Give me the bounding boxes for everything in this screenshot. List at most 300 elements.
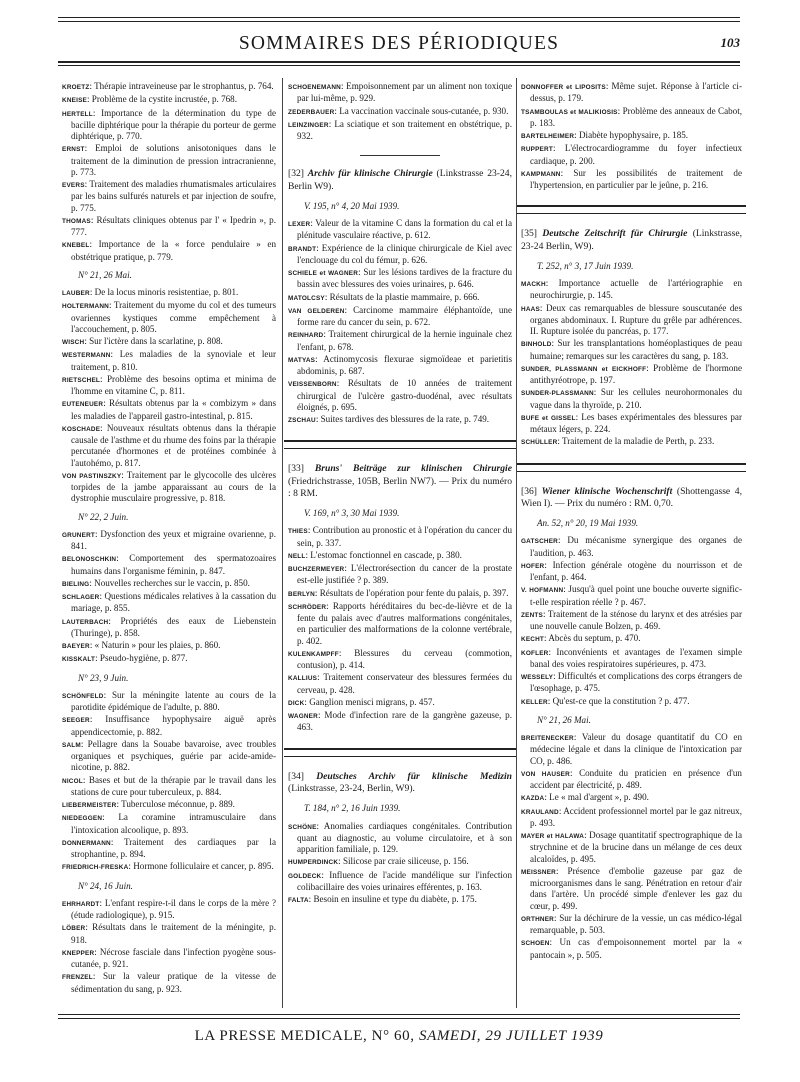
- abstract-entry: [288, 106, 512, 118]
- top-rule-inner: [58, 21, 740, 22]
- author-name: RUPPERT: [521, 146, 553, 154]
- abstract-entry: [521, 647, 742, 671]
- author-name: SCHÖNFELD: [62, 692, 104, 700]
- abstract-entry: [521, 278, 742, 302]
- entry-text: : Contribution au pronostic et à l'opération du cancer du sein, p. 337.: [297, 525, 512, 548]
- entry-text: : Besoin en insuline et type du diabète, p. 175.: [308, 894, 477, 905]
- entry-text: : Traitement des cardiaques par la strophantine, p. 894.: [71, 836, 276, 859]
- author-name: V. HOFMANN: [521, 587, 564, 595]
- abstract-entry: [62, 336, 276, 348]
- abstract-entry: [521, 387, 742, 411]
- abstract-entry: [521, 584, 742, 608]
- entry-text: : Blessures du cerveau (commotion, contusion), p. 414.: [297, 647, 512, 671]
- entry-text: : Présence d'embolie gazeuse par gaz de microorganismes dans le sang. Pénétration en retour d'air dans l'artère. Un procédé simple d'enlever les gaz du cœur, p. 499.: [530, 865, 742, 911]
- abstract-entry: [62, 423, 276, 469]
- entry-text: : Bases et but de la thérapie par le travail dans les stations de cure pour tuberculeux, p. 884.: [71, 774, 276, 797]
- entry-text: : Tuberculose méconnue, p. 889.: [116, 799, 235, 809]
- entry-text: : Importance de la « force pendulaire » en obstétrique pratique, p. 779.: [71, 239, 276, 262]
- entry-text: : Hormone folliculaire et cancer, p. 895.: [128, 861, 274, 872]
- abstract-entry: [62, 799, 276, 811]
- entry-text: : L'électrorésection du cancer de la prostate est-elle justifiée ? p. 389.: [297, 563, 512, 586]
- author-name: GOLDECK: [288, 872, 322, 880]
- entry-text: : Problème de la cystite incrustée, p. 768.: [87, 94, 238, 105]
- entry-text: : Nouveaux résultats obtenus dans la thérapie causale de l'asthme et du rhume des foins par la thérapie percutanée d'hormones et de protéines combinée à l'autohémo, p. 817.: [71, 422, 276, 468]
- journal-title: Archiv für klinische Chirurgie: [307, 168, 433, 180]
- abstract-entry: [288, 856, 512, 868]
- abstract-entry: [62, 616, 276, 640]
- abstract-entry: [288, 525, 512, 549]
- abstract-entry: [62, 529, 276, 553]
- abstract-entry: [521, 609, 742, 633]
- author-name: MAYER et HALAWA: [521, 833, 585, 841]
- abstract-entry: [62, 239, 276, 263]
- entry-text: : « Naturin » pour les plaies, p. 860.: [89, 640, 221, 650]
- entry-text: : L'électrocardiogramme du foyer infectieux cardiaque, p. 200.: [530, 143, 742, 166]
- entry-text: : Traitement chirurgical de la hernie inguinale chez l'enfant, p. 678.: [297, 329, 512, 352]
- entry-text: : Pseudo-hygiène, p. 877.: [95, 653, 188, 664]
- footer-rule-inner: [58, 1018, 740, 1019]
- entry-text: : Insuffisance hypophysaire aiguë après appendicectomie, p. 882.: [71, 714, 276, 737]
- author-name: SCHRÖDER: [288, 603, 327, 611]
- author-name: NELL: [288, 552, 306, 560]
- author-name: DONNERMANN: [62, 839, 111, 847]
- author-name: KROETZ: [62, 84, 90, 91]
- entry-text: : Silicose par craie siliceuse, p. 156.: [338, 856, 469, 867]
- top-rule: [58, 17, 740, 18]
- author-name: BINHOLD: [521, 341, 552, 349]
- page-number: 103: [720, 35, 740, 50]
- entry-text: : Sur les lésions tardives de la fracture du bassin avec blessures des voies urinaires, p. 646.: [297, 267, 512, 290]
- author-name: DONNOFFER et LIPOSITS: [521, 84, 606, 91]
- author-name: TSAMBOULAS et MALIKIOSIS: [521, 108, 618, 116]
- journal-heading-35: [521, 228, 742, 253]
- abstract-entry: [521, 937, 742, 961]
- abstract-entry: [521, 806, 742, 830]
- abstract-entry: [521, 696, 742, 708]
- section-divider: [517, 205, 746, 207]
- abstract-entry: [62, 215, 276, 239]
- entry-text: : Résultats obtenus par la « combizym » dans les maladies de l'appareil gastro-intestinal, p. 815.: [71, 398, 276, 421]
- journal-address: (Linkstrasse, 23-24, Berlin, W9).: [288, 783, 415, 795]
- entry-text: : Ganglion menisci migrans, p. 457.: [304, 696, 435, 707]
- abstract-entry: [288, 648, 512, 672]
- abstract-entry: [62, 640, 276, 652]
- author-name: WISCH: [62, 339, 85, 346]
- abstract-entry: [288, 588, 512, 600]
- author-name: KAMPMANN: [521, 170, 561, 178]
- author-name: ZEDERBAUER: [288, 108, 335, 116]
- author-name: RIETSCHEL: [62, 376, 101, 384]
- author-name: GRUNERT: [62, 531, 95, 539]
- author-name: BREITENECKER: [521, 735, 574, 743]
- entry-text: : Traitement de la maladie de Perth, p. 233.: [557, 436, 715, 447]
- entry-text: : Problème des anneaux de Cabot, p. 183.: [530, 105, 743, 128]
- abstract-entry: [521, 633, 742, 645]
- author-name: THIES: [288, 528, 308, 536]
- abstract-entry: [521, 130, 742, 142]
- abstract-entry: [288, 710, 512, 734]
- journal-number: [35]: [521, 228, 537, 240]
- author-name: SEEGER: [62, 717, 90, 725]
- author-name: SUNDER-PLASSMANN: [521, 390, 594, 398]
- page-title: SOMMAIRES DES PÉRIODIQUES: [238, 33, 560, 54]
- author-name: KNEISE: [62, 97, 87, 105]
- author-name: SALM: [62, 741, 81, 749]
- abstract-list: [288, 508, 512, 734]
- entry-text: : Infection générale otogène du nourrisson et de l'enfant, p. 464.: [530, 559, 742, 583]
- entry-text: : Anomalies cardiaques congénitales. Contribution quant au diagnostic, au volume circulatoire, et à son apparition familiale, p. 129.: [297, 820, 512, 855]
- abstract-entry: [62, 398, 276, 422]
- entry-text: : Questions médicales relatives à la cassation du mariage, p. 855.: [71, 591, 276, 614]
- author-name: VON HAUSER: [521, 770, 570, 778]
- journal-title: Deutsches Archiv für klinische Medizin: [316, 770, 512, 782]
- abstract-entry: [62, 971, 276, 995]
- header-rule-inner: [58, 65, 740, 66]
- author-name: SCHLAGER: [62, 594, 100, 601]
- author-name: REINHARD: [288, 332, 324, 340]
- abstract-entry: [288, 305, 512, 329]
- abstract-entry: [288, 563, 512, 587]
- abstract-list: [521, 81, 742, 191]
- author-name: DICK: [288, 699, 305, 707]
- entry-text: : Traitement du myome du col et des tumeurs ovariennes kystiques comme empêchement à l'accouchement, p. 805.: [71, 300, 276, 334]
- column-divider-right: [516, 78, 517, 1008]
- entry-text: : Résultats de 10 années de traitement chirurgical de l'ulcère gastro-duodénal, avec résultats éloignés, p. 695.: [297, 378, 512, 412]
- journal-number: [33]: [288, 463, 304, 475]
- author-name: SCHOEN: [521, 940, 550, 948]
- abstract-entry: [62, 553, 276, 577]
- entry-text: : Qu'est-ce que la constitution ? p. 477.: [547, 695, 690, 706]
- abstract-entry: [62, 287, 276, 299]
- entry-text: : Du mécanisme synergique des organes de l'audition, p. 463.: [530, 535, 742, 558]
- abstract-entry: [521, 436, 742, 448]
- abstract-entry: [288, 119, 512, 143]
- entry-text: : La sciatique et son traitement en obstétrique, p. 932.: [297, 118, 512, 141]
- author-name: LAUTERBACH: [62, 618, 109, 626]
- entry-text: : Sur les transplantations homéoplastiques de peau humaine; remarques sur les caractères du sang, p. 183.: [530, 338, 742, 361]
- abstract-entry: [62, 739, 276, 774]
- section-divider: [284, 440, 516, 442]
- author-name: SCHOENEMANN: [288, 84, 341, 91]
- author-name: ERNST: [62, 146, 85, 154]
- author-name: ORTHNER: [521, 915, 554, 923]
- journal-number: [34]: [288, 770, 304, 782]
- author-name: KRAULAND: [521, 808, 559, 816]
- author-name: WESSELY: [521, 674, 554, 682]
- entry-text: : De la locus minoris resistentiae, p. 801.: [89, 287, 239, 297]
- journal-title: Wiener klinische Wochenschrift: [541, 485, 673, 497]
- author-name: SUNDER, PLASSMANN et EICKHOFF: [521, 365, 647, 373]
- entry-text: : Traitement de la sténose du larynx et des atrésies par une nouvelle canule Bolzen, p. 469.: [530, 608, 742, 632]
- journal-heading-32: [288, 168, 512, 193]
- entry-text: : Inconvénients et avantages de l'examen simple banal des voies respiratoires supérieures, p. 473.: [530, 646, 742, 669]
- entry-text: : Même sujet. Réponse à l'article ci-dessus, p. 179.: [530, 81, 742, 104]
- entry-text: : Jusqu'à quel point une bouche ouverte signific-t-elle respiration réelle ? p. 467.: [530, 584, 742, 607]
- column-middle: [288, 81, 512, 907]
- entry-text: : Résultats de la plastie mammaire, p. 666.: [324, 291, 480, 302]
- column-right: [521, 81, 742, 962]
- abstract-entry: [288, 601, 512, 647]
- author-name: SCHÖNE: [288, 823, 317, 831]
- abstract-entry: [521, 303, 742, 338]
- abstract-entry: [521, 363, 742, 387]
- abstract-entry: [521, 913, 742, 937]
- author-name: HUMPERDINCK: [288, 859, 339, 867]
- journal-number: [36]: [521, 485, 537, 497]
- author-name: FALTA: [288, 897, 309, 905]
- abstract-entry: [62, 947, 276, 971]
- author-name: NICOL: [62, 777, 83, 785]
- author-name: LEXER: [288, 221, 311, 229]
- abstract-entry: [62, 837, 276, 861]
- entry-text: : Un cas d'empoisonnement mortel par la « pantocain », p. 505.: [530, 937, 742, 960]
- author-name: MACKH: [521, 281, 546, 289]
- entry-text: : Dysfonction des yeux et migraine ovarienne, p. 841.: [71, 528, 276, 551]
- author-name: MEISSNER: [521, 868, 556, 876]
- issue-heading: N° 21, 26 Mai.: [78, 269, 132, 280]
- abstract-entry: [62, 898, 276, 922]
- abstract-entry: [62, 861, 276, 873]
- author-name: SCHÜLLER: [521, 439, 558, 447]
- entry-text: : Deux cas remarquables de blessure souscutanée des organes abdominaux. I. Rupture du grêle par adhérences. II. Rupture isolée du pancréas, p. 177.: [530, 302, 742, 337]
- footer: [58, 1028, 740, 1045]
- entry-text: : Nouvelles recherches sur le vaccin, p. 850.: [89, 577, 250, 588]
- entry-text: : Sur la méningite latente au cours de la parotidite épidémique de l'adulte, p. 880.: [71, 689, 276, 712]
- entry-text: : Les bases expérimentales des blessures par métaux légers, p. 224.: [530, 411, 742, 435]
- entry-text: : Résultats de l'opération pour fente du palais, p. 397.: [314, 587, 509, 598]
- abstract-entry: [521, 560, 742, 584]
- section-divider: [517, 463, 746, 465]
- entry-text: : Carcinome mammaire éléphantoïde, une forme rare du cancer du sein, p. 672.: [297, 304, 513, 328]
- author-name: KECHT: [521, 636, 545, 644]
- author-name: LEINZINGER: [288, 121, 329, 129]
- abstract-entry: [62, 143, 276, 178]
- abstract-entry: [62, 775, 276, 799]
- entry-text: : Influence de l'acide mandélique sur l'infection colibacillaire des voies urinaires efférentes, p. 163.: [297, 869, 512, 892]
- abstract-entry: [288, 697, 512, 709]
- issue-heading: T. 252, n° 3, 17 Juin 1939.: [537, 260, 634, 271]
- entry-text: : Thérapie intraveineuse par le strophantus, p. 764.: [89, 81, 274, 91]
- abstract-entry: [62, 374, 276, 398]
- entry-text: : Pellagre dans la Souabe bavaroise, avec troubles organiques et psychiques, guérie par acide-amide-nicotine, p. 882.: [71, 738, 276, 773]
- entry-text: : Sur l'ictère dans la scarlatine, p. 808.: [84, 336, 223, 346]
- entry-text: : Propriétés des eaux de Liebenstein (Thuringe), p. 858.: [71, 615, 276, 638]
- entry-text: : Dosage quantitatif spectrographique de la strychnine et de la brucine dans un mélange de ces deux alcaloïdes, p. 495.: [530, 830, 742, 864]
- entry-text: : Actinomycosis flexurae sigmoïdeae et parietitis abdominis, p. 687.: [297, 353, 512, 377]
- separator: [360, 155, 440, 156]
- author-name: BARTELHEIMER: [521, 133, 575, 140]
- author-name: KELLER: [521, 698, 548, 706]
- entry-text: : Difficultés et complications des corps étrangers de l'œsophage, p. 475.: [530, 671, 742, 694]
- abstract-entry: [521, 768, 742, 792]
- abstract-list: [521, 261, 742, 449]
- journal-heading-36: [521, 486, 742, 511]
- author-name: BAEYER: [62, 643, 90, 650]
- entry-text: : Les maladies de la synoviale et leur traitement, p. 810.: [71, 349, 276, 372]
- footer-journal: LA PRESSE MEDICALE, N° 60,: [194, 1028, 415, 1044]
- author-name: ZSCHAU: [288, 417, 316, 425]
- column-divider-left: [282, 78, 283, 1008]
- entry-text: : Problème de l'hormone antithyréotrope, p. 197.: [530, 362, 742, 386]
- abstract-entry: [521, 338, 742, 362]
- journal-address: (Linkstrasse 23-24, Berlin W9).: [288, 168, 512, 192]
- entry-text: : Diabète hypophysaire, p. 185.: [574, 130, 689, 140]
- abstract-entry: [62, 653, 276, 665]
- abstract-entry: [288, 329, 512, 353]
- entry-text: : Emploi de solutions anisotoniques dans le traitement de la diminution de pression intracranienne, p. 773.: [71, 143, 276, 177]
- author-name: KOSCHADE: [62, 425, 101, 433]
- abstract-entry: [521, 81, 742, 105]
- abstract-entry: [288, 292, 512, 304]
- abstract-entry: [62, 179, 276, 214]
- entry-text: : Importance de la détermination du type de bacille diphtérique pour la thérapie du porteur de germe diphtérique, p. 770.: [71, 107, 276, 141]
- author-name: BRANDT: [288, 245, 317, 253]
- author-name: VEISSENBORN: [288, 381, 337, 389]
- author-name: VAN GELDEREN: [288, 307, 345, 315]
- author-name: HAAS: [521, 305, 540, 313]
- abstract-entry: [62, 81, 276, 93]
- entry-text: : Sur la valeur pratique de la vitesse de sédimentation du sang, p. 923.: [71, 971, 276, 994]
- journal-address: (Friedrichstrasse, 105B, Berlin NW7). — Prix du numéro : 8 RM.: [288, 475, 512, 499]
- entry-text: : Traitement par le glycocolle des ulcères torpides de la jambe apparaissant au cours de la dystrophie musculaire progressive, p. 818.: [71, 469, 276, 504]
- abstract-entry: [62, 470, 276, 505]
- abstract-entry: [288, 354, 512, 378]
- section-divider: [284, 756, 516, 757]
- abstract-entry: [521, 535, 742, 559]
- abstract-entry: [288, 870, 512, 894]
- entry-text: : Valeur du dosage quantitatif du CO en médecine légale et dans la clinique de l'intoxication par CO, p. 486.: [530, 732, 742, 766]
- entry-text: : Expérience de la clinique chirurgicale de Kiel avec l'enclouage du col du fémur, p. 626.: [297, 242, 512, 265]
- entry-text: : Empoisonnement par un aliment non toxique par lui-même, p. 929.: [297, 81, 512, 104]
- entry-text: : Problème des besoins optima et minima de l'homme en vitamine C, p. 811.: [71, 373, 276, 396]
- author-name: HOFER: [521, 562, 545, 570]
- abstract-entry: [288, 894, 512, 906]
- author-name: KOFLER: [521, 649, 549, 657]
- author-name: BIELING: [62, 580, 90, 588]
- abstract-entry: [521, 106, 742, 130]
- abstract-entry: [62, 690, 276, 714]
- journal-heading-34: [288, 771, 512, 796]
- journal-address: (Shottengasse 4, Wien I). — Prix du numéro : RM. 0,70.: [521, 485, 743, 509]
- abstract-entry: [62, 714, 276, 738]
- author-name: HOLTERMANN: [62, 303, 109, 311]
- journal-heading-33: [288, 463, 512, 500]
- abstract-entry: [62, 349, 276, 373]
- entry-text: : Le « mal d'argent », p. 490.: [544, 792, 649, 803]
- abstract-list: [62, 81, 276, 995]
- entry-text: : Importance actuelle de l'artériographie en neurochirurgie, p. 145.: [530, 278, 742, 301]
- entry-text: : Résultats cliniques obtenus par l' « Ipedrin », p. 777.: [71, 214, 276, 237]
- author-name: FRENZEL: [62, 974, 93, 982]
- entry-text: : Comportement des spermatozoaires humains dans l'organisme féminin, p. 847.: [71, 553, 276, 576]
- journal-number: [32]: [288, 168, 304, 180]
- entry-text: : Conduite du praticien en présence d'un accident par électricité, p. 489.: [530, 767, 742, 791]
- entry-text: : L'estomac fonctionnel en cascade, p. 380.: [305, 549, 462, 560]
- entry-text: : Sur les possibilités de traitement de l'hypertension, en particulier par le jeûne, p. 216.: [530, 167, 742, 190]
- author-name: THOMAS: [62, 217, 91, 225]
- author-name: KALLIUS: [288, 675, 318, 683]
- abstract-entry: [288, 821, 512, 856]
- author-name: VON PASTINSZKY: [62, 472, 122, 480]
- entry-text: : Valeur de la vitamine C dans la formation du cal et la plénitude vasculaire réactive, p. 612.: [297, 218, 512, 241]
- abstract-entry: [288, 414, 512, 426]
- issue-heading: V. 169, n° 3, 30 Mai 1939.: [304, 508, 400, 519]
- entry-text: : Sur la déchirure de la vessie, un cas médico-légal remarquable, p. 503.: [530, 912, 742, 936]
- entry-text: : Suites tardives des blessures de la rate, p. 749.: [315, 414, 490, 425]
- abstract-list: [521, 518, 742, 961]
- abstract-list: [288, 81, 512, 142]
- section-divider: [284, 448, 516, 449]
- issue-heading: N° 21, 26 Mai.: [537, 714, 591, 725]
- entry-text: : Sur les cellules neurohormonales du vague dans la thyroïde, p. 210.: [530, 387, 742, 410]
- abstract-entry: [62, 108, 276, 143]
- abstract-entry: [62, 922, 276, 946]
- abstract-entry: [62, 812, 276, 836]
- abstract-entry: [62, 591, 276, 615]
- author-name: LIEBERMEISTER: [62, 802, 117, 809]
- abstract-list: [288, 201, 512, 427]
- author-name: BERLYN: [288, 590, 315, 598]
- footer-date: SAMEDI, 29 JUILLET 1939: [418, 1028, 604, 1044]
- author-name: KNEPPER: [62, 949, 95, 957]
- entry-text: : Nécrose fasciale dans l'infection pyogène sous-cutanée, p. 921.: [71, 946, 276, 969]
- issue-heading: N° 22, 2 Juin.: [78, 511, 129, 522]
- abstract-entry: [521, 732, 742, 767]
- author-name: MATOLCSY: [288, 294, 325, 302]
- author-name: KAZDA: [521, 795, 545, 803]
- issue-heading: N° 23, 9 Juin.: [78, 672, 129, 683]
- issue-heading: V. 195, n° 4, 20 Mai 1939.: [304, 200, 400, 211]
- author-name: EUTENEUER: [62, 401, 104, 409]
- abstract-entry: [288, 550, 512, 562]
- author-name: EVERS: [62, 182, 85, 189]
- entry-text: : Rapports héréditaires du bec-de-lièvre et de la fente du palais avec d'autres malformations congénitales, en particulier des malformations de la colonne vertébrale, p. 402.: [297, 600, 512, 646]
- entry-text: : Accident professionnel mortel par le gaz nitreux, p. 493.: [530, 805, 742, 828]
- abstract-entry: [288, 81, 512, 105]
- entry-text: : L'enfant respire-t-il dans le corps de la mère ? (étude radiologique), p. 915.: [71, 897, 276, 920]
- author-name: SCHIELE et WAGNER: [288, 270, 359, 278]
- journal-address: (Linkstrasse, 23-24 Berlin, W9).: [521, 228, 742, 252]
- issue-heading: An. 52, n° 20, 19 Mai 1939.: [537, 518, 639, 529]
- abstract-entry: [62, 94, 276, 106]
- footer-rule: [58, 1014, 740, 1015]
- author-name: ZENTS: [521, 611, 543, 619]
- abstract-entry: [521, 168, 742, 192]
- abstract-entry: [521, 866, 742, 912]
- author-name: BUFE et GISSEL: [521, 414, 576, 422]
- entry-text: : Traitement conservateur des blessures fermées du cerveau, p. 428.: [297, 672, 512, 695]
- column-left: [62, 81, 276, 996]
- author-name: WESTERMANN: [62, 352, 111, 360]
- abstract-entry: [521, 412, 742, 436]
- author-name: WAGNER: [288, 713, 318, 721]
- issue-heading: T. 184, n° 2, 16 Juin 1939.: [304, 803, 401, 814]
- abstract-entry: [521, 143, 742, 167]
- author-name: GATSCHER: [521, 538, 558, 546]
- section-divider: [284, 748, 516, 750]
- author-name: HERTELL: [62, 110, 93, 118]
- entry-text: : La vaccination vaccinale sous-cutanée, p. 930.: [334, 105, 509, 116]
- abstract-entry: [521, 671, 742, 695]
- header-rule: [58, 61, 740, 63]
- abstract-entry: [288, 267, 512, 291]
- author-name: KULENKAMPFF: [288, 650, 339, 658]
- entry-text: : Abcès du septum, p. 470.: [544, 633, 641, 644]
- author-name: LAUBER: [62, 290, 90, 297]
- issue-heading: N° 24, 16 Juin.: [78, 880, 133, 891]
- entry-text: : Traitement des maladies rhumatismales articulaires par les bains sulfurés naturels et par injection de soufre, p. 775.: [71, 179, 276, 213]
- abstract-entry: [288, 218, 512, 242]
